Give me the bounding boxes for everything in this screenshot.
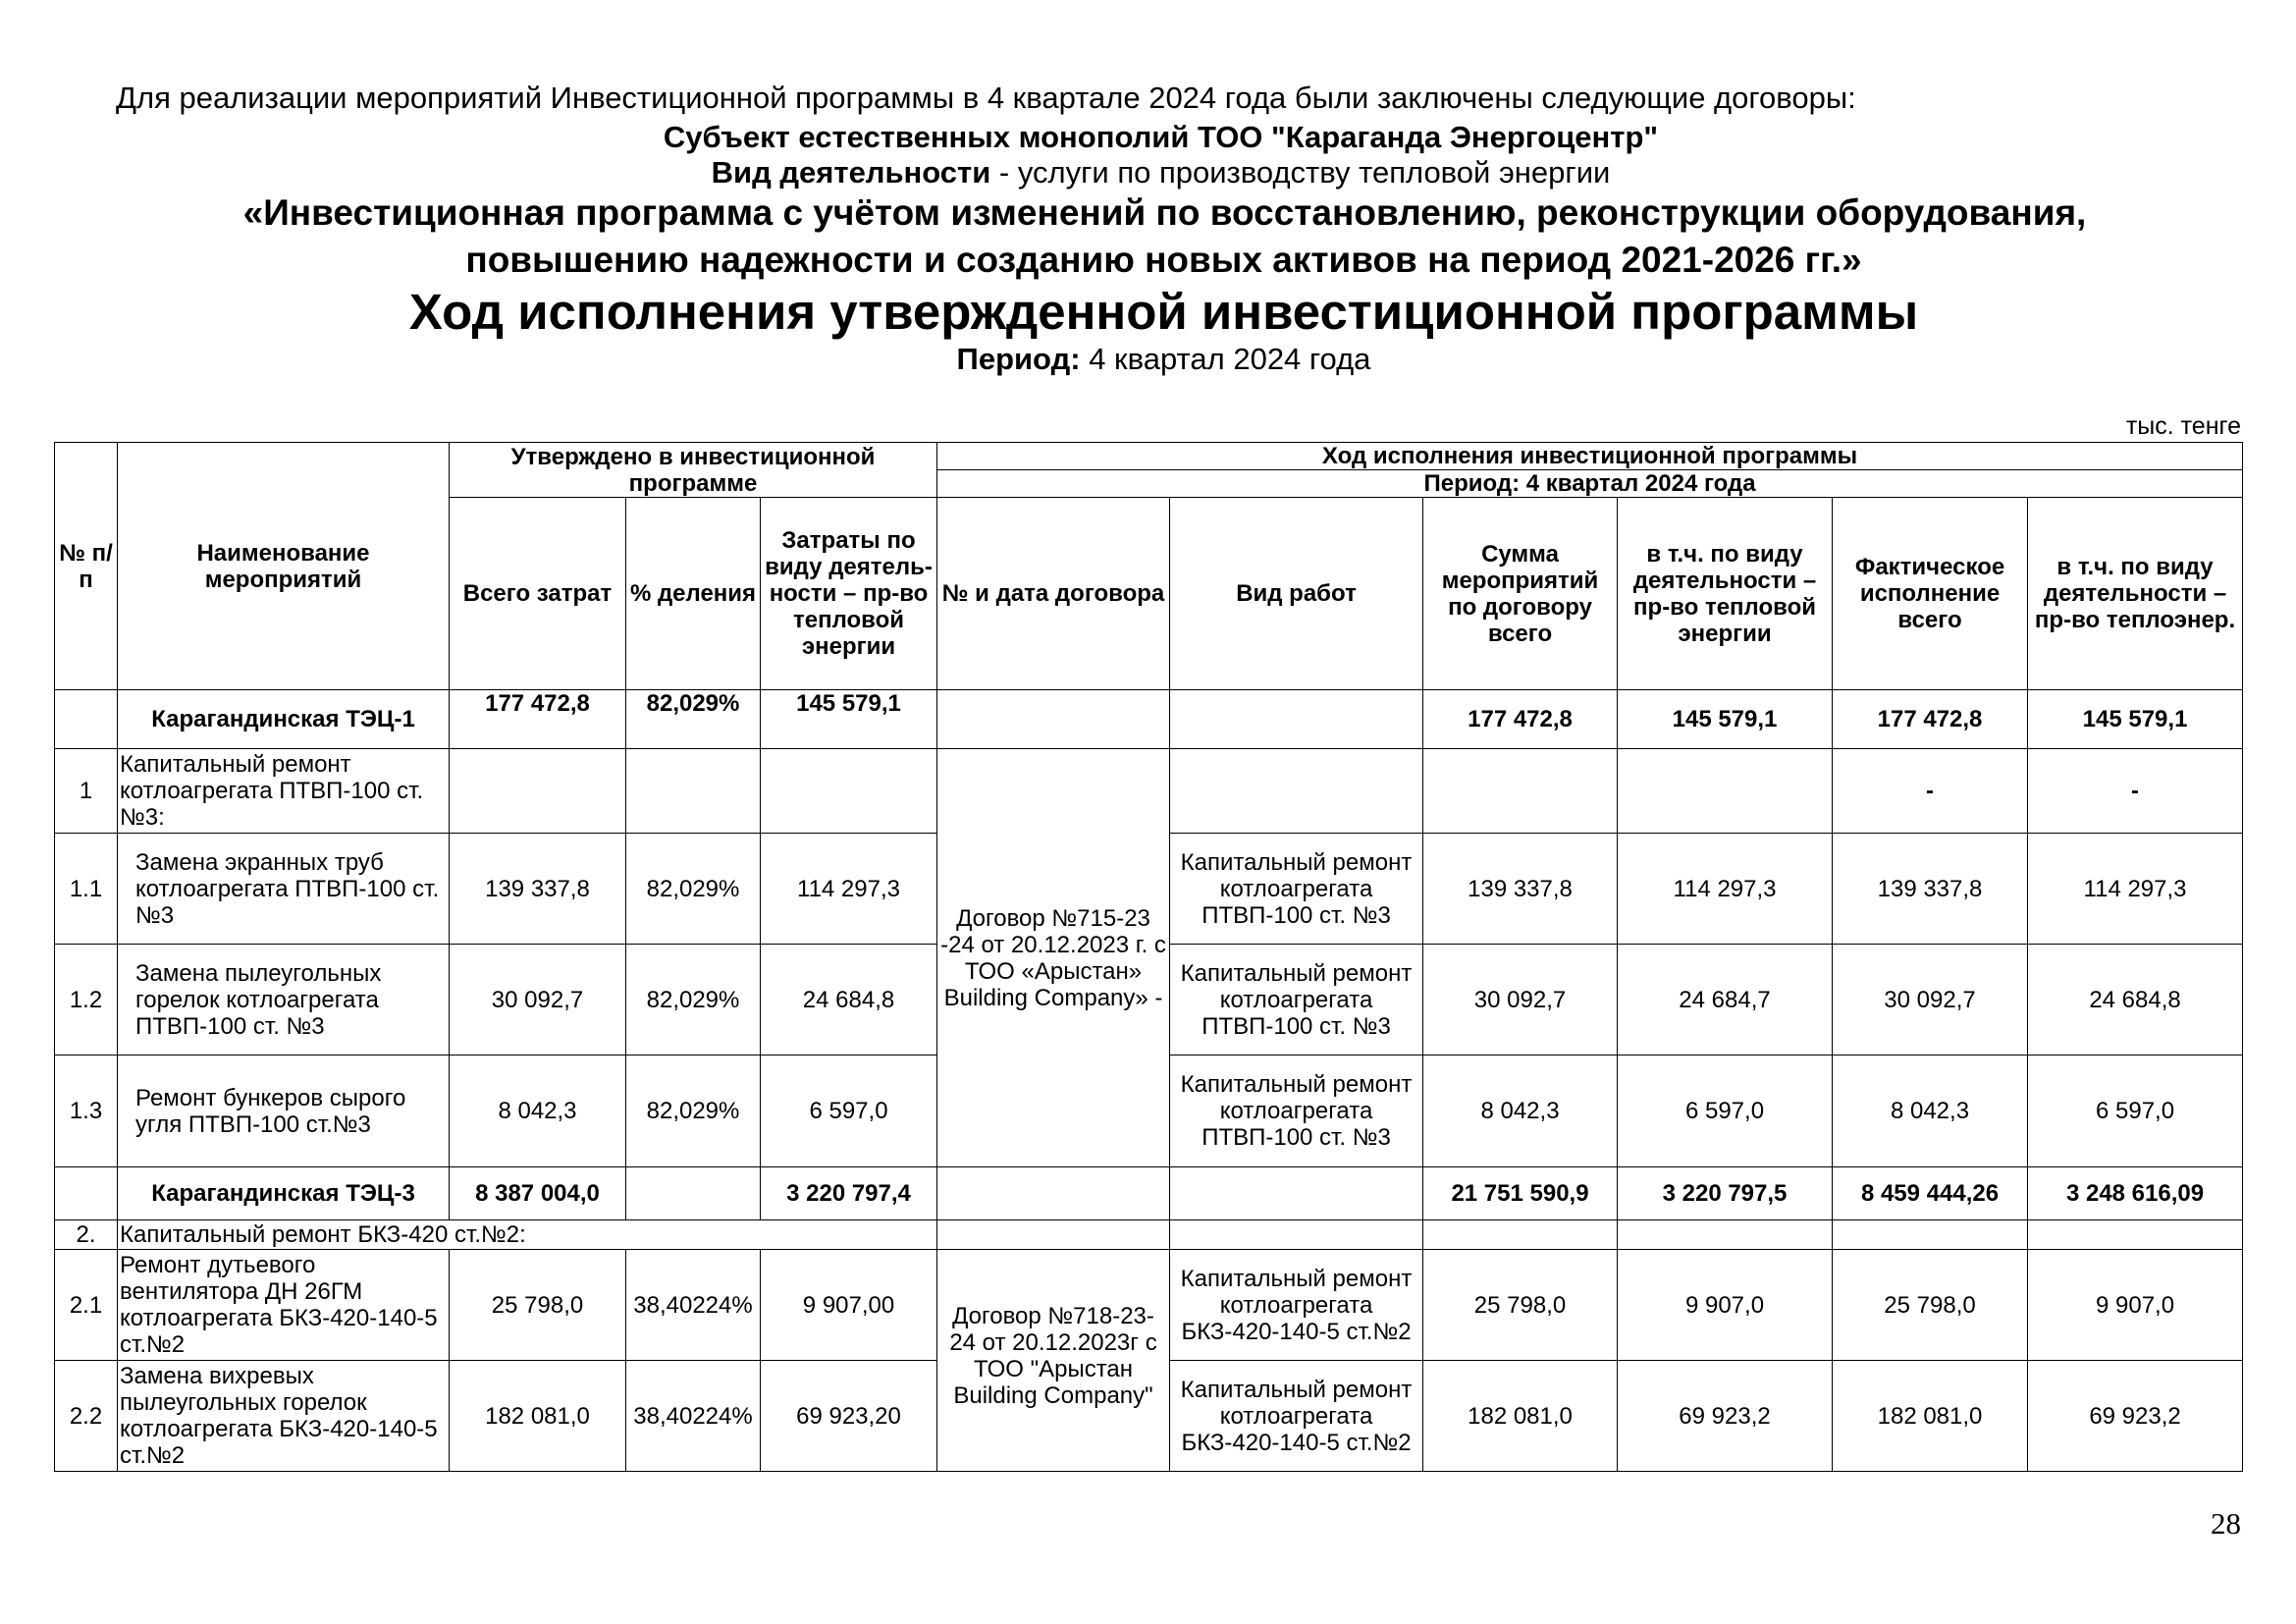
cell-sum: 21 751 590,9	[1423, 1167, 1618, 1220]
cell-actual-incl: 3 248 616,09	[2028, 1167, 2243, 1220]
cell-contract	[937, 1167, 1170, 1220]
cell-actual-incl: 145 579,1	[2028, 690, 2243, 749]
page-number: 28	[2211, 1506, 2241, 1541]
cell-num: 2.2	[55, 1361, 118, 1472]
cell-costs: 3 220 797,4	[761, 1167, 937, 1220]
cell-contract-715: Договор №715-23 -24 от 20.12.2023 г. с ТОО «Арыстан» Building Company» -	[937, 749, 1170, 1167]
cell-sum: 177 472,8	[1423, 690, 1618, 749]
cell-name: Ремонт дутьевого вентилятора ДН 26ГМ котлоагрегата БКЗ-420-140-5 ст.№2	[118, 1250, 450, 1361]
cell-num	[55, 690, 118, 749]
subject-line: Субъект естественных монополий ТОО "Караганда Энергоцентр"	[663, 120, 1659, 154]
cell-sum: 30 092,7	[1423, 945, 1618, 1056]
cell-incl: 24 684,7	[1618, 945, 1833, 1056]
cell-incl: 3 220 797,5	[1618, 1167, 1833, 1220]
cell-sum	[1423, 749, 1618, 834]
cell-work: Капитальный ремонт котлоагрегата ПТВП-100 ст. №3	[1170, 834, 1423, 945]
activity-label: Вид деятельности	[711, 155, 991, 189]
cell-actual: 8 459 444,26	[1833, 1167, 2028, 1220]
cell-percent: 82,029%	[626, 690, 761, 749]
cell-actual: 25 798,0	[1833, 1250, 2028, 1361]
cell-contract-718: Договор №718-23-24 от 20.12.2023г с ТОО "Арыстан Building Company"	[937, 1250, 1170, 1472]
cell-percent	[626, 749, 761, 834]
col-header-num: № п/п	[55, 443, 118, 690]
cell-costs: 9 907,00	[761, 1250, 937, 1361]
cell-num: 2.1	[55, 1250, 118, 1361]
cell-work: Капитальный ремонт котлоагрегата БКЗ-420-140-5 ст.№2	[1170, 1361, 1423, 1472]
cell-costs	[761, 749, 937, 834]
cell-incl: 9 907,0	[1618, 1250, 1833, 1361]
cell-work	[1170, 749, 1423, 834]
cell-total: 8 387 004,0	[450, 1167, 626, 1220]
cell-incl	[1618, 1220, 1833, 1250]
cell-actual-incl: 9 907,0	[2028, 1250, 2243, 1361]
cell-work: Капитальный ремонт котлоагрегата БКЗ-420-140-5 ст.№2	[1170, 1250, 1423, 1361]
col-header-actual-total: Фактическое исполнение всего	[1833, 498, 2028, 690]
cell-actual-incl: 6 597,0	[2028, 1056, 2243, 1167]
cell-num: 1.3	[55, 1056, 118, 1167]
col-group-period: Период: 4 квартал 2024 года	[937, 470, 2243, 498]
cell-incl	[1618, 749, 1833, 834]
col-header-incl-activity-2: в т.ч. по виду деятельности – пр-во теплоэнер.	[2028, 498, 2243, 690]
cell-percent: 82,029%	[626, 834, 761, 945]
cell-incl: 6 597,0	[1618, 1056, 1833, 1167]
cell-num: 1.2	[55, 945, 118, 1056]
col-header-costs-activity: Затраты по виду деятель-ности – пр-во тепловой энергии	[761, 498, 937, 690]
cell-total: 25 798,0	[450, 1250, 626, 1361]
cell-sum: 139 337,8	[1423, 834, 1618, 945]
cell-actual: 182 081,0	[1833, 1361, 2028, 1472]
period-label: Период:	[956, 342, 1081, 376]
cell-name: Карагандинская ТЭЦ-3	[118, 1167, 450, 1220]
col-header-incl-activity: в т.ч. по виду деятельности – пр-во тепловой энергии	[1618, 498, 1833, 690]
activity-value: - услуги по производству тепловой энергии	[990, 155, 1611, 189]
cell-sum: 25 798,0	[1423, 1250, 1618, 1361]
units-label: тыс. тенге	[2125, 412, 2241, 440]
cell-actual: -	[1833, 749, 2028, 834]
col-header-total-cost: Всего затрат	[450, 498, 626, 690]
cell-sum	[1423, 1220, 1618, 1250]
period-value: 4 квартал 2024 года	[1080, 342, 1371, 376]
cell-total: 182 081,0	[450, 1361, 626, 1472]
table-row-2-1	[55, 1250, 2243, 1361]
progress-table	[54, 442, 2243, 1472]
activity-line	[0, 155, 2296, 190]
cell-num: 1.1	[55, 834, 118, 945]
program-title-line-2: повышению надежности и созданию новых активов на период 2021-2026 гг.»	[465, 240, 1862, 280]
cell-costs: 114 297,3	[761, 834, 937, 945]
cell-costs: 69 923,20	[761, 1361, 937, 1472]
cell-total: 177 472,8	[450, 690, 626, 749]
cell-actual-incl: -	[2028, 749, 2243, 834]
table-row-1	[55, 749, 2243, 834]
cell-incl: 145 579,1	[1618, 690, 1833, 749]
cell-sum: 8 042,3	[1423, 1056, 1618, 1167]
col-header-percent: % деления	[626, 498, 761, 690]
cell-costs: 6 597,0	[761, 1056, 937, 1167]
period-line	[0, 342, 2296, 377]
cell-actual: 177 472,8	[1833, 690, 2028, 749]
cell-work	[1170, 690, 1423, 749]
cell-total: 8 042,3	[450, 1056, 626, 1167]
cell-num: 2.	[55, 1220, 118, 1250]
cell-percent: 38,40224%	[626, 1250, 761, 1361]
cell-costs: 24 684,8	[761, 945, 937, 1056]
cell-name: Замена пылеугольных горелок котлоагрегата ПТВП-100 ст. №3	[118, 945, 450, 1056]
cell-sum: 182 081,0	[1423, 1361, 1618, 1472]
cell-name: Капитальный ремонт БКЗ-420 ст.№2:	[118, 1220, 937, 1250]
program-title-line-1: «Инвестиционная программа с учётом изменений по восстановлению, реконструкции оборудования,	[242, 192, 2087, 233]
col-group-approved: Утверждено в инвестиционной программе	[450, 443, 937, 498]
cell-actual: 8 042,3	[1833, 1056, 2028, 1167]
cell-actual-incl: 24 684,8	[2028, 945, 2243, 1056]
cell-actual-incl: 114 297,3	[2028, 834, 2243, 945]
cell-contract	[937, 1220, 1170, 1250]
cell-percent: 82,029%	[626, 945, 761, 1056]
cell-actual	[1833, 1220, 2028, 1250]
col-header-name: Наименование мероприятий	[118, 443, 450, 690]
cell-work	[1170, 1167, 1423, 1220]
cell-contract	[937, 690, 1170, 749]
cell-name: Замена вихревых пылеугольных горелок котлоагрегата БКЗ-420-140-5 ст.№2	[118, 1361, 450, 1472]
col-header-contract: № и дата договора	[937, 498, 1170, 690]
cell-percent: 38,40224%	[626, 1361, 761, 1472]
cell-actual-incl: 69 923,2	[2028, 1361, 2243, 1472]
cell-work: Капитальный ремонт котлоагрегата ПТВП-100 ст. №3	[1170, 945, 1423, 1056]
cell-work	[1170, 1220, 1423, 1250]
col-header-contract-sum: Сумма мероприятий по договору всего	[1423, 498, 1618, 690]
col-header-work-type: Вид работ	[1170, 498, 1423, 690]
cell-total	[450, 749, 626, 834]
cell-incl: 69 923,2	[1618, 1361, 1833, 1472]
intro-text: Для реализации мероприятий Инвестиционной программы в 4 квартале 2024 года были заключены следующие договоры:	[116, 81, 1856, 115]
cell-name: Замена экранных труб котлоагрегата ПТВП-100 ст. №3	[118, 834, 450, 945]
cell-actual: 30 092,7	[1833, 945, 2028, 1056]
col-group-progress: Ход исполнения инвестиционной программы	[937, 443, 2243, 470]
cell-total: 139 337,8	[450, 834, 626, 945]
cell-num	[55, 1167, 118, 1220]
cell-costs: 145 579,1	[761, 690, 937, 749]
cell-total: 30 092,7	[450, 945, 626, 1056]
table-row-tec1	[55, 690, 2243, 749]
cell-percent: 82,029%	[626, 1056, 761, 1167]
page-title: Ход исполнения утвержденной инвестиционной программы	[408, 284, 1919, 340]
cell-actual-incl	[2028, 1220, 2243, 1250]
table-row-2	[55, 1220, 2243, 1250]
cell-num: 1	[55, 749, 118, 834]
cell-work: Капитальный ремонт котлоагрегата ПТВП-100 ст. №3	[1170, 1056, 1423, 1167]
cell-name: Капитальный ремонт котлоагрегата ПТВП-100 ст.№3:	[118, 749, 450, 834]
cell-name: Карагандинская ТЭЦ-1	[118, 690, 450, 749]
table-row-tec3	[55, 1167, 2243, 1220]
cell-percent	[626, 1167, 761, 1220]
cell-name: Ремонт бункеров сырого угля ПТВП-100 ст.№3	[118, 1056, 450, 1167]
cell-incl: 114 297,3	[1618, 834, 1833, 945]
cell-actual: 139 337,8	[1833, 834, 2028, 945]
